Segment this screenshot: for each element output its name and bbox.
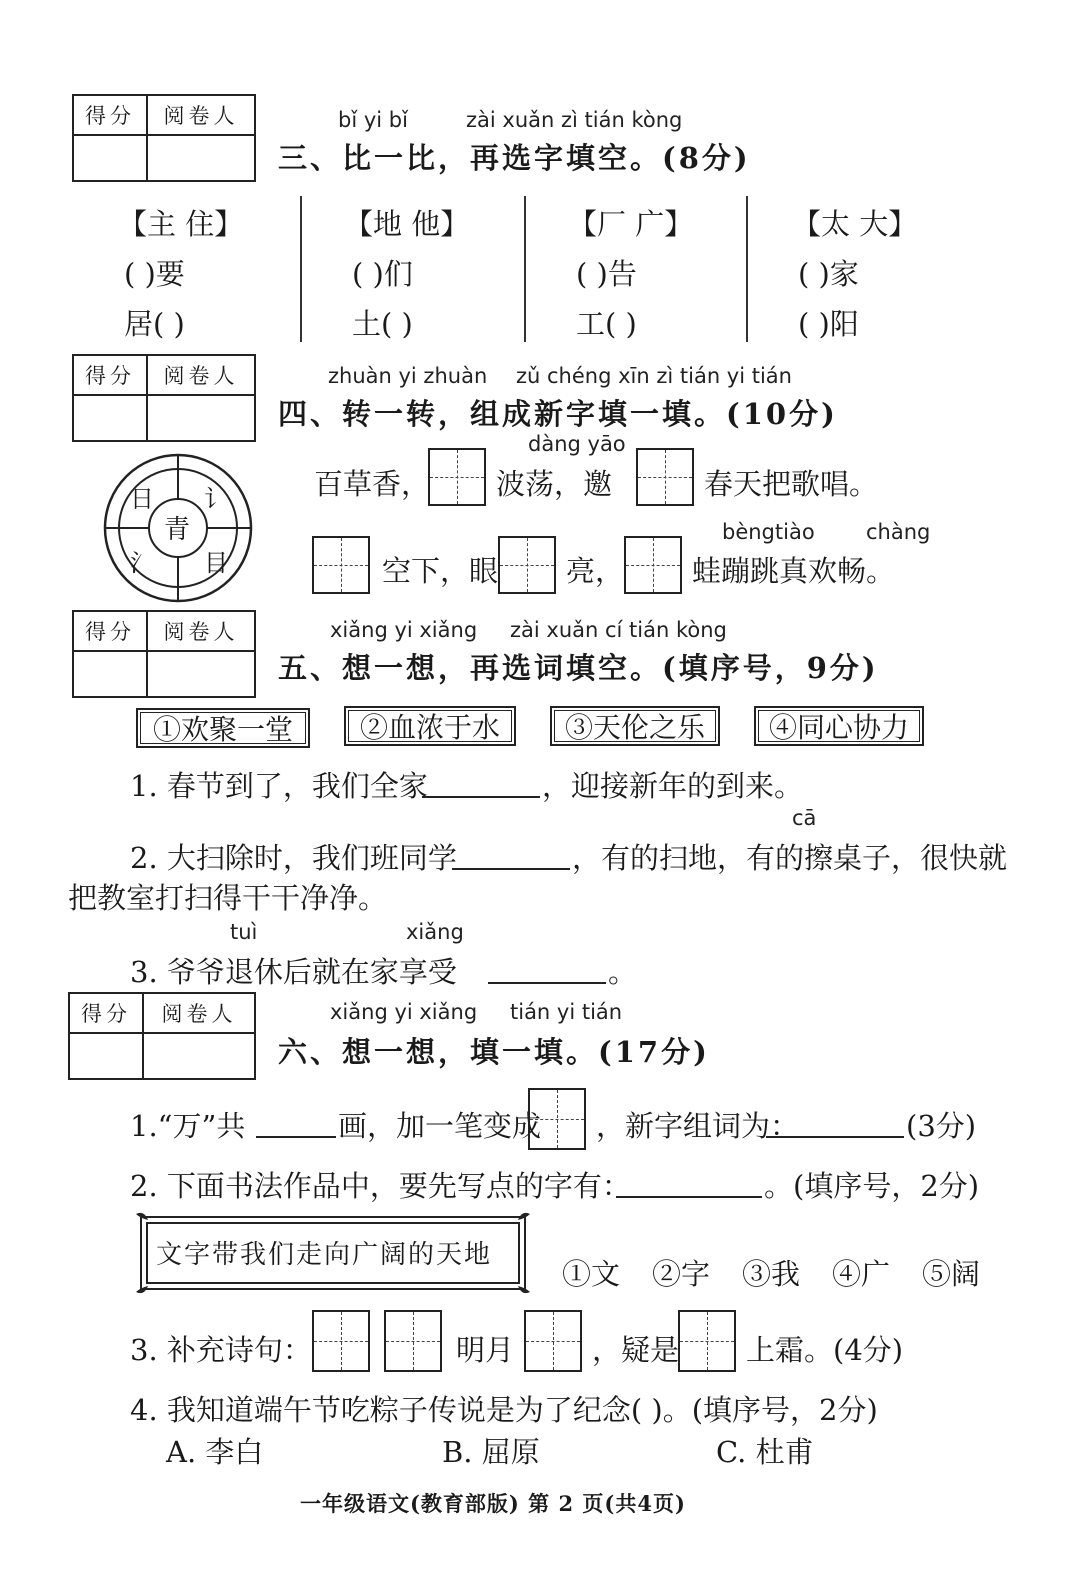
question-text: 2. 下面书法作品中，要先写点的字有：: [130, 1169, 631, 1203]
fill-item[interactable]: ( )阳: [798, 307, 859, 341]
word-option: ③天伦之乐: [550, 706, 720, 746]
char-grid[interactable]: [384, 1310, 442, 1372]
calligraphy-frame: [134, 1208, 532, 1298]
char-pair: 【地 他】: [344, 207, 470, 241]
divider: [300, 196, 302, 342]
char-grid[interactable]: [636, 448, 694, 506]
section-4-title: 四、转一转，组成新字填一填。(10分): [278, 397, 838, 431]
pinyin: bèngtiào: [722, 520, 815, 544]
wheel-char: 讠: [204, 485, 228, 513]
char-grid[interactable]: [528, 1088, 586, 1150]
wheel-char: 日: [130, 485, 154, 513]
answer-blank[interactable]: [616, 1170, 762, 1198]
poem-text: 蛙蹦跳真欢畅。: [692, 554, 896, 588]
pinyin: cā: [792, 806, 817, 830]
poem-text: 春天把歌唱。: [704, 467, 879, 501]
score-box: [72, 94, 256, 182]
question-text: 上霜。(4分): [746, 1333, 904, 1367]
score-box: [72, 354, 256, 442]
question-text: 3. 爷爷退休后就在家享受: [130, 955, 457, 989]
char-option: ⑤阔: [922, 1257, 981, 1291]
pinyin: chàng: [866, 520, 931, 544]
divider: [746, 196, 748, 342]
pinyin: tuì: [230, 920, 258, 944]
char-grid[interactable]: [312, 1310, 370, 1372]
question-text: 。: [608, 955, 638, 989]
answer-blank[interactable]: [256, 1110, 336, 1138]
score-cell[interactable]: [74, 136, 148, 180]
pinyin: dàng yāo: [528, 432, 626, 456]
poem-text: 空下，眼: [382, 554, 499, 588]
word-option: ②血浓于水: [344, 706, 516, 746]
question-text: 1.“万”共: [130, 1109, 246, 1143]
reviewer-label: 阅卷人: [163, 104, 239, 128]
char-option: ①文: [562, 1257, 621, 1291]
score-cell[interactable]: [74, 396, 148, 440]
reviewer-label: 阅卷人: [161, 1002, 237, 1026]
score-box: [72, 610, 256, 698]
char-grid[interactable]: [678, 1310, 736, 1372]
answer-blank[interactable]: [422, 770, 540, 798]
poem-text: 波荡，邀: [496, 467, 613, 501]
pinyin: xiǎng: [406, 920, 464, 944]
score-label: 得分: [74, 356, 148, 394]
poem-text: 亮，: [566, 554, 625, 588]
fill-item[interactable]: 工( ): [576, 307, 637, 341]
question-text: 把教室打扫得干干净净。: [68, 881, 388, 915]
reviewer-label: 阅卷人: [163, 620, 239, 644]
wheel-char: 氵: [130, 549, 154, 577]
char-pair: 【太 大】: [792, 207, 918, 241]
char-grid[interactable]: [498, 536, 556, 594]
question-text: 3. 补充诗句：: [130, 1333, 312, 1367]
char-grid[interactable]: [312, 536, 370, 594]
reviewer-cell[interactable]: [148, 396, 254, 440]
answer-blank[interactable]: [766, 1110, 904, 1138]
fill-item[interactable]: 土( ): [352, 307, 413, 341]
question-text: 2. 大扫除时，我们班同学: [130, 841, 457, 875]
fill-item[interactable]: ( )们: [352, 257, 413, 291]
answer-blank[interactable]: [488, 956, 606, 984]
fill-item[interactable]: ( )要: [124, 257, 185, 291]
section-3-title: 三、比一比，再选字填空。(8分): [278, 141, 751, 175]
char-option: ④广: [832, 1257, 891, 1291]
pinyin: zhuàn yi zhuàn: [328, 364, 488, 388]
score-label: 得分: [74, 612, 148, 650]
score-label: 得分: [70, 994, 144, 1032]
poem-text: 百草香，: [314, 467, 431, 501]
pinyin: zài xuǎn cí tián kòng: [510, 618, 727, 642]
question-text: (3分): [906, 1109, 977, 1143]
score-box: [68, 992, 256, 1080]
question-text: 。(填序号，2分): [764, 1169, 980, 1203]
question-text: 1. 春节到了，我们全家: [130, 769, 428, 803]
question-text: ，新字组词为：: [596, 1109, 800, 1143]
question-text: ，疑是: [592, 1333, 680, 1367]
reviewer-cell[interactable]: [144, 1034, 254, 1078]
reviewer-cell[interactable]: [148, 136, 254, 180]
char-pair: 【厂 广】: [568, 207, 694, 241]
section-5-title: 五、想一想，再选词填空。(填序号，9分): [278, 651, 879, 685]
wheel-center-char: 青: [164, 515, 191, 545]
question-text: 画，加一笔变成: [338, 1109, 542, 1143]
reviewer-cell[interactable]: [148, 652, 254, 696]
pinyin: xiǎng yi xiǎng: [330, 1000, 478, 1024]
pinyin: tián yi tián: [510, 1000, 623, 1024]
pinyin: bǐ yi bǐ: [338, 108, 408, 132]
score-cell[interactable]: [70, 1034, 144, 1078]
score-label: 得分: [74, 96, 148, 134]
question-text: 明月: [456, 1333, 515, 1367]
choice-option[interactable]: C. 杜甫: [716, 1435, 814, 1469]
char-grid[interactable]: [524, 1310, 582, 1372]
page-footer: 一年级语文(教育部版) 第 2 页(共4页): [300, 1491, 686, 1516]
char-grid[interactable]: [624, 536, 682, 594]
pinyin: xiǎng yi xiǎng: [330, 618, 478, 642]
question-text: 4. 我知道端午节吃粽子传说是为了纪念( )。(填序号，2分): [130, 1393, 878, 1427]
question-text: ，有的扫地，有的擦桌子，很快就: [572, 841, 1008, 875]
wheel-char: 目: [204, 549, 228, 577]
pinyin: zài xuǎn zì tián kòng: [466, 108, 683, 132]
score-cell[interactable]: [74, 652, 148, 696]
char-option: ③我: [742, 1257, 801, 1291]
calligraphy-text: 文字带我们走向广阔的天地: [156, 1240, 493, 1270]
choice-option[interactable]: B. 屈原: [442, 1435, 540, 1469]
char-grid[interactable]: [428, 448, 486, 506]
char-pair: 【主 住】: [118, 207, 244, 241]
section-6-title: 六、想一想，填一填。(17分): [278, 1035, 710, 1069]
word-option: ④同心协力: [754, 706, 924, 746]
fill-item[interactable]: 居( ): [124, 307, 185, 341]
fill-item[interactable]: ( )告: [576, 257, 637, 291]
divider: [524, 196, 526, 342]
choice-option[interactable]: A. 李白: [166, 1435, 264, 1469]
reviewer-label: 阅卷人: [163, 364, 239, 388]
pinyin: zǔ chéng xīn zì tián yi tián: [516, 364, 792, 388]
question-text: ，迎接新年的到来。: [542, 769, 804, 803]
answer-blank[interactable]: [452, 842, 570, 870]
word-option: ①欢聚一堂: [136, 708, 310, 748]
fill-item[interactable]: ( )家: [798, 257, 859, 291]
char-option: ②字: [652, 1257, 711, 1291]
